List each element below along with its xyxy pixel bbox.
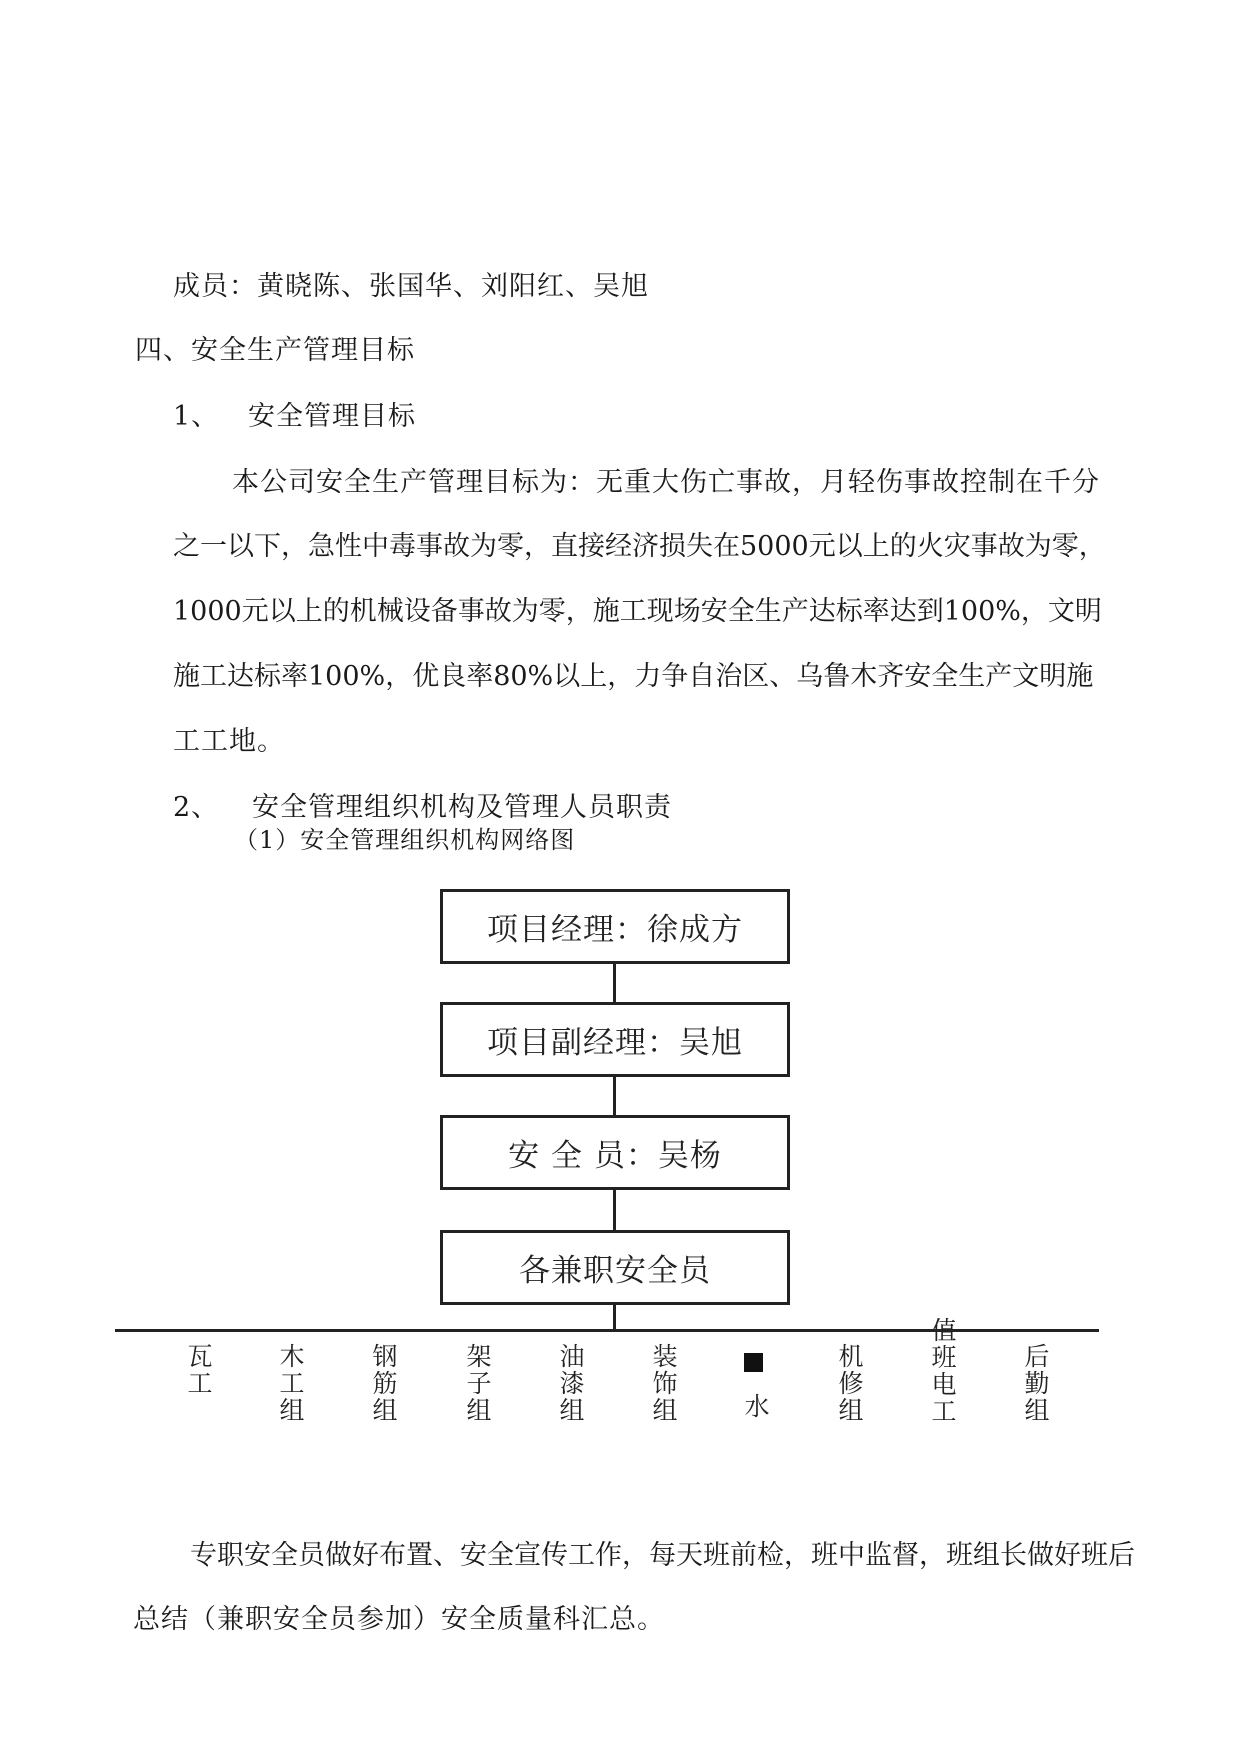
org-box-deputy-manager	[440, 1002, 790, 1077]
org-group-rebar: 钢筋组	[369, 1343, 398, 1424]
paragraph2-line2: 总结（兼职安全员参加）安全质量科汇总。	[133, 1604, 665, 1635]
org-group-logistics: 后勤组	[1021, 1343, 1050, 1424]
paragraph2-line1: 专职安全员做好布置、安全宣传工作，每天班前检，班中监督，班组长做好班后	[190, 1540, 1135, 1571]
org-group-decoration: 装饰组	[649, 1343, 678, 1424]
item1-title: 安全管理目标	[248, 401, 416, 432]
item2-title: 安全管理组织机构及管理人员职责	[252, 792, 672, 823]
org-group-duty-electrician: 值班电工	[928, 1317, 957, 1425]
square-bullet-icon	[744, 1353, 763, 1372]
org-box-part-time-officers	[440, 1230, 790, 1305]
item2-number: 2、	[173, 792, 220, 823]
paragraph1-line5: 工工地。	[173, 726, 285, 757]
org-box-label: 安 全 员：吴杨	[508, 1138, 722, 1174]
org-group-machine-repair: 机修组	[835, 1343, 864, 1424]
org-box-label: 各兼职安全员	[519, 1253, 711, 1289]
org-connector	[613, 1190, 616, 1232]
org-box-safety-officer	[440, 1115, 790, 1190]
members-line: 成员：黄晓陈、张国华、刘阳红、吴旭	[173, 271, 649, 302]
org-box-label: 项目经理：徐成方	[487, 912, 743, 948]
paragraph1-line4: 施工达标率100%，优良率80%以上，力争自治区、乌鲁木齐安全生产文明施	[173, 661, 1094, 692]
paragraph1-line2: 之一以下，急性中毒事故为零，直接经济损失在5000元以上的火灾事故为零，	[173, 531, 1106, 562]
section-heading: 四、安全生产管理目标	[135, 335, 415, 366]
org-connector	[613, 1303, 616, 1331]
paragraph1-line1: 本公司安全生产管理目标为：无重大伤亡事故，月轻伤事故控制在千分	[232, 467, 1100, 498]
org-group-plumbing: 水	[741, 1393, 770, 1420]
org-box-project-manager	[440, 889, 790, 964]
org-group-scaffolding: 架子组	[463, 1343, 492, 1424]
org-group-masonry: 瓦工	[184, 1343, 213, 1397]
sub-item-heading: （1）安全管理组织机构网络图	[234, 826, 576, 854]
org-connector	[613, 964, 616, 1004]
org-group-carpentry: 木工组	[276, 1343, 305, 1424]
paragraph1-line3: 1000元以上的机械设备事故为零，施工现场安全生产达标率达到100%，文明	[173, 596, 1102, 627]
org-box-label: 项目副经理：吴旭	[487, 1025, 743, 1061]
item1-number: 1、	[173, 401, 220, 432]
org-connector	[613, 1077, 616, 1117]
org-group-painting: 油漆组	[556, 1343, 585, 1424]
